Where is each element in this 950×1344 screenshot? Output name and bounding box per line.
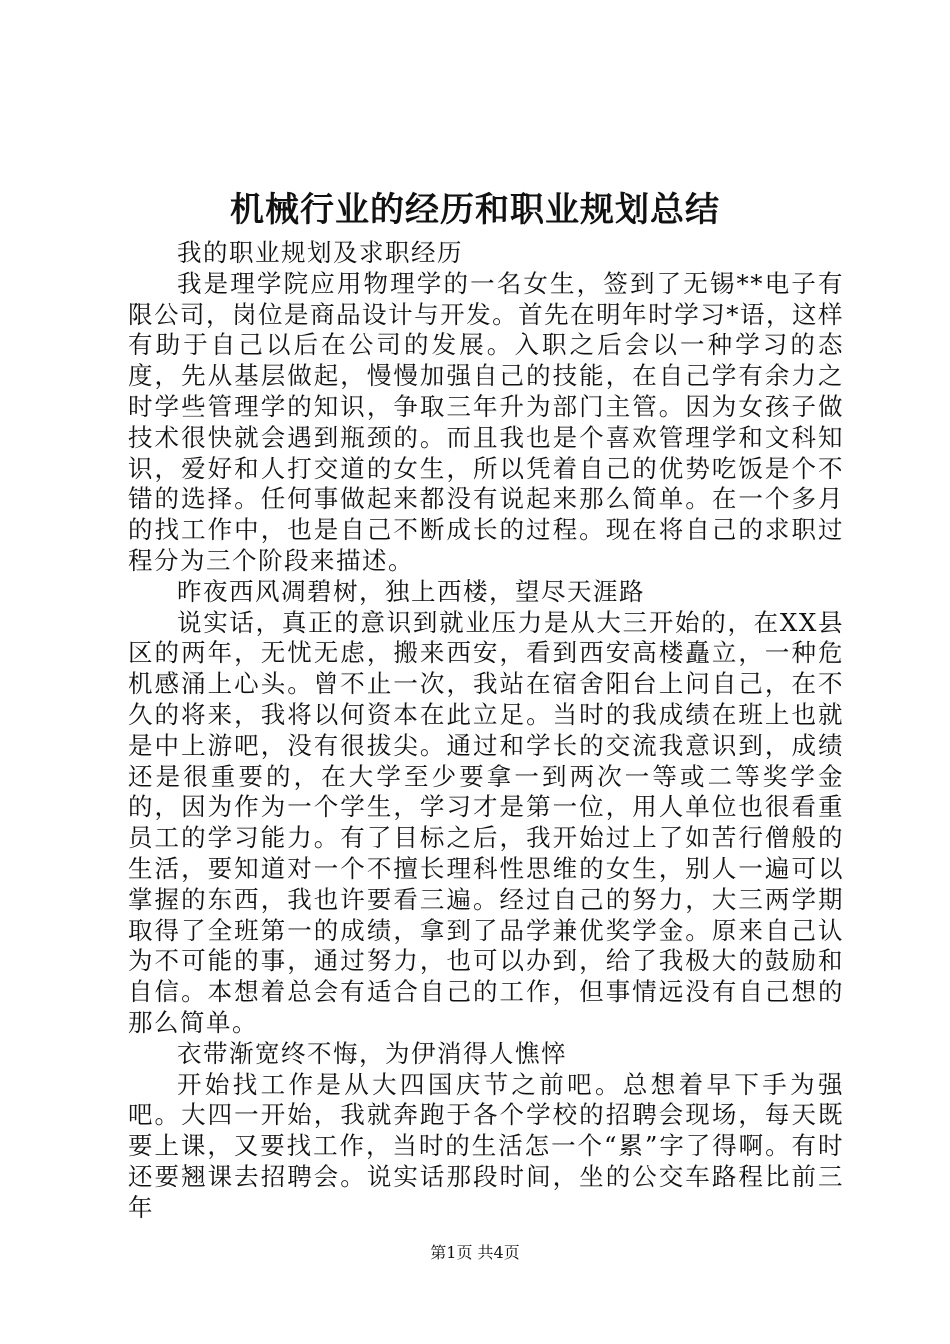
paragraph-heading: 昨夜西风凋碧树，独上西楼，望尽天涯路: [177, 576, 645, 606]
document-body: [128, 238, 844, 1224]
paragraph-heading: 我的职业规划及求职经历: [177, 238, 463, 267]
document-title: 机械行业的经历和职业规划总结: [230, 190, 720, 230]
paragraph: 说实话，真正的意识到就业压力是从大三开始的，在XX县区的两年，无忧无虑，搬来西安，看到西安高楼矗立，一种危机感涌上心头。曾不止一次，我站在宿舍阳台上问自己，在不久的将来，我将以何资本在此立足。当时的我成绩在班上也就是中上游吧，没有很拔尖。通过和学长的交流我意识到，成绩还是很重要的，在大学至少要拿一到两次一等或二等奖学金的，因为作为一个学生，学习才是第一位，用人单位也很看重员工的学习能力。有了目标之后，我开始过上了如苦行僧般的生活，要知道对一个不擅长理科性思维的女生，别人一遍可以掌握的东西，我也许要看三遍。经过自己的努力，大三两学期取得了全班第一的成绩，拿到了品学兼优奖学金。原来自己认为不可能的事，通过努力，也可以办到，给了我极大的鼓励和自信。本想着总会有适合自己的工作，但事情远没有自己想的那么简单。: [128, 607, 844, 1037]
paragraph: 我是理学院应用物理学的一名女生，签到了无锡**电子有限公司，岗位是商品设计与开发。首先在明年时学习*语，这样有助于自己以后在公司的发展。入职之后会以一种学习的态度，先从基层做起，慢慢加强自己的技能，在自己学有余力之时学些管理学的知识，争取三年升为部门主管。因为女孩子做技术很快就会遇到瓶颈的。而且我也是个喜欢管理学和文科知识，爱好和人打交道的女生，所以凭着自己的优势吃饭是个不错的选择。任何事做起来都没有说起来那么简单。在一个多月的找工作中，也是自己不断成长的过程。现在将自己的求职过程分为三个阶段来描述。: [128, 268, 844, 575]
page-number-footer: 第1页 共4页: [430, 1243, 520, 1262]
paragraph: 开始找工作是从大四国庆节之前吧。总想着早下手为强吧。大四一开始，我就奔跑于各个学校的招聘会现场，每天既要上课，又要找工作，当时的生活怎一个“累”字了得啊。有时还要翘课去招聘会。说实话那段时间，坐的公交车路程比前三年: [128, 1069, 844, 1222]
paragraph-heading: 衣带渐宽终不悔，为伊消得人憔悴: [177, 1038, 567, 1068]
